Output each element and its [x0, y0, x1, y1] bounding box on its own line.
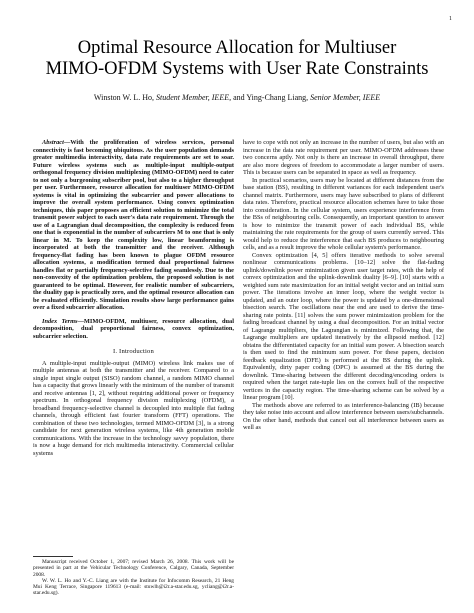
right-paragraph-1: have to cope with not only an increase in the number of users, but also with an increase in the data rate requirement per user. MIMO-OFDM addresses these two concerns aptly. Not only is there an increase in overall throughput, there are also more degrees of freedom to accommodate a larger number of users. This is because users can be separated in space as well as frequency. — [243, 139, 444, 176]
abstract-lead: Abstract — [42, 139, 64, 146]
right-paragraph-4: The methods above are referred to as interference-balancing (IB) because they take noise into account and allow interference between users/subchannels. On the other hand, methods that cancel out all interference between users as well as — [243, 401, 444, 431]
left-column — [33, 139, 234, 457]
index-terms — [33, 318, 234, 341]
footnotes — [33, 559, 234, 597]
footnote-manuscript: Manuscript received October 1, 2007; revised March 26, 2008. This work will be presented in part at the Vehicular Technology Conference, Calgary, Canada, September 2008. — [33, 559, 234, 578]
title-line-1: Optimal Resource Allocation for Multiuser — [77, 38, 397, 58]
author-1-role: Student Member, IEEE, — [156, 93, 232, 102]
paper-title — [0, 38, 474, 80]
author-2-role: Senior Member, IEEE — [310, 93, 381, 102]
author-2: and Ying-Chang Liang, — [233, 93, 309, 102]
page-number: 1 — [449, 16, 452, 22]
author-1: Winston W. L. Ho, — [93, 93, 154, 102]
index-terms-lead: Index Terms — [42, 317, 78, 325]
title-line-2: MIMO-OFDM Systems with User Rate Constraints — [45, 59, 429, 79]
index-terms-text: —MIMO-OFDM, multiuser, resource allocation, dual decomposition, dual proportional fairness, convex optimization, subcarrier selection. — [33, 317, 234, 340]
right-paragraph-3: Convex optimization [4, 5] offers iterative methods to solve several nonlinear communications problems. [10–12] solve the flat-fading uplink/downlink power minimization given user target rates, with the help of convex optimization and the uplink-downlink duality [6–9]. [10] starts with a weighted sum rate maximization for an initial weight vector and an initial sum power. The iterations involve an inner loop, where the weight vector is updated, and an outer loop, where the power is updated by a one-dimensional bisection search. The oscillations near the end are used to derive the time-sharing rate points. [11] solves the sum power minimization problem for the fading broadcast channel by using a dual decomposition. For an initial vector of Lagrange multipliers, the Lagrangian is minimized. Following that, the Lagrange multipliers are updated iteratively by the ellipsoid method. [12] obtains the differentiated capacity for an initial sum power. A bisection search is then used to find the minimum sum power. For these papers, decision feedback equalization (DFE) is performed at the BS during the uplink. Equivalently, dirty paper coding (DPC) is assumed at the BS during the downlink. Time-sharing between the different decoding/encoding orders is required when the target rate-tuple lies on the convex hull of the respective vertices in the capacity region. The time-sharing scheme can be solved by a linear program [10]. — [243, 251, 444, 401]
abstract-text: —With the proliferation of wireless services, personal connectivity is fast becoming ubiquitous. As the user population demands greater multimedia interactivity, data rate requirements are set to soar. Future wireless systems such as multiple-input multiple-output orthogonal frequency division multiplexing (MIMO-OFDM) need to cater to not only a burgeoning subscriber pool, but also to a higher throughput per user. Furthermore, resource allocation for multiuser MIMO-OFDM systems is vital in optimizing the subcarrier and power allocations to improve the overall system performance. Using convex optimization techniques, this paper proposes an efficient solution to minimize the total transmit power subject to each user's data rate requirement. Through the use of a Lagrangian dual decomposition, the complexity is reduced from one that is exponential in the number of subcarriers M to one that is only linear in M. To keep the complexity low, linear beamforming is incorporated at both the transmitter and the receiver. Although frequency-flat fading has been known to plague OFDM resource allocation systems, a modification termed dual proportional fairness handles flat or partially frequency-selective fading seamlessly. Due to the non-convexity of the optimization problem, the proposed solution is not guaranteed to be optimal. However, for realistic number of subcarriers, the duality gap is practically zero, and the optimal resource allocation can be evaluated efficiently. Simulation results show large performance gains over a fixed subcarrier allocation. — [33, 139, 234, 311]
section-heading-introduction: I. Introduction — [112, 348, 155, 355]
right-paragraph-2: In practical scenarios, users may be located at different distances from the base station (BS), resulting in different variances for each independent user's channel matrix. Furthermore, users may have subscribed to plans of different data rates. Therefore, practical resource allocation schemes have to take those into consideration. In the cellular system, users experience interference from the BSs of neighbouring cells. Consequently, an important question to answer is how to minimize the transmit power of each individual BS, while maintaining the rate requirements for the group of users currently served. This would help to reduce the interference that each BS produces to neighbouring cells, and as a result improve the whole cellular system's performance. — [243, 176, 444, 251]
abstract — [33, 139, 234, 312]
intro-paragraph: A multiple-input multiple-output (MIMO) wireless link makes use of multiple antennas at both the transmitter and the receiver. Compared to a single input single output (SISO) random channel, a random MIMO channel has a capacity that grows linearly with the minimum of the number of transmit and receive antennas [1, 2], without requiring additional power or frequency spectrum. In orthogonal frequency division multiplexing (OFDM), a broadband frequency-selective channel is decoupled into multiple flat fading channels, through efficient fast fourier transform (FFT) operations. The combination of these two technologies, termed MIMO-OFDM [3], is a strong candidate for next generation wireless systems, like 4th generation mobile communications. With the increase in the technology savvy population, there is now a huge demand for rich multimedia interactivity. Commercial cellular systems — [33, 359, 234, 457]
author-line — [0, 93, 474, 102]
footnote-rule — [33, 556, 73, 557]
footnote-affiliation: W. W. L. Ho and Y.-C. Liang are with the Institute for Infocomm Research, 21 Heng Mui Keng Terrace, Singapore 119613 (e-mail: stuwlh@i2r.a-star.edu.sg, ycliang@i2r.a-star.edu.sg). — [33, 577, 234, 597]
right-column — [243, 139, 444, 432]
